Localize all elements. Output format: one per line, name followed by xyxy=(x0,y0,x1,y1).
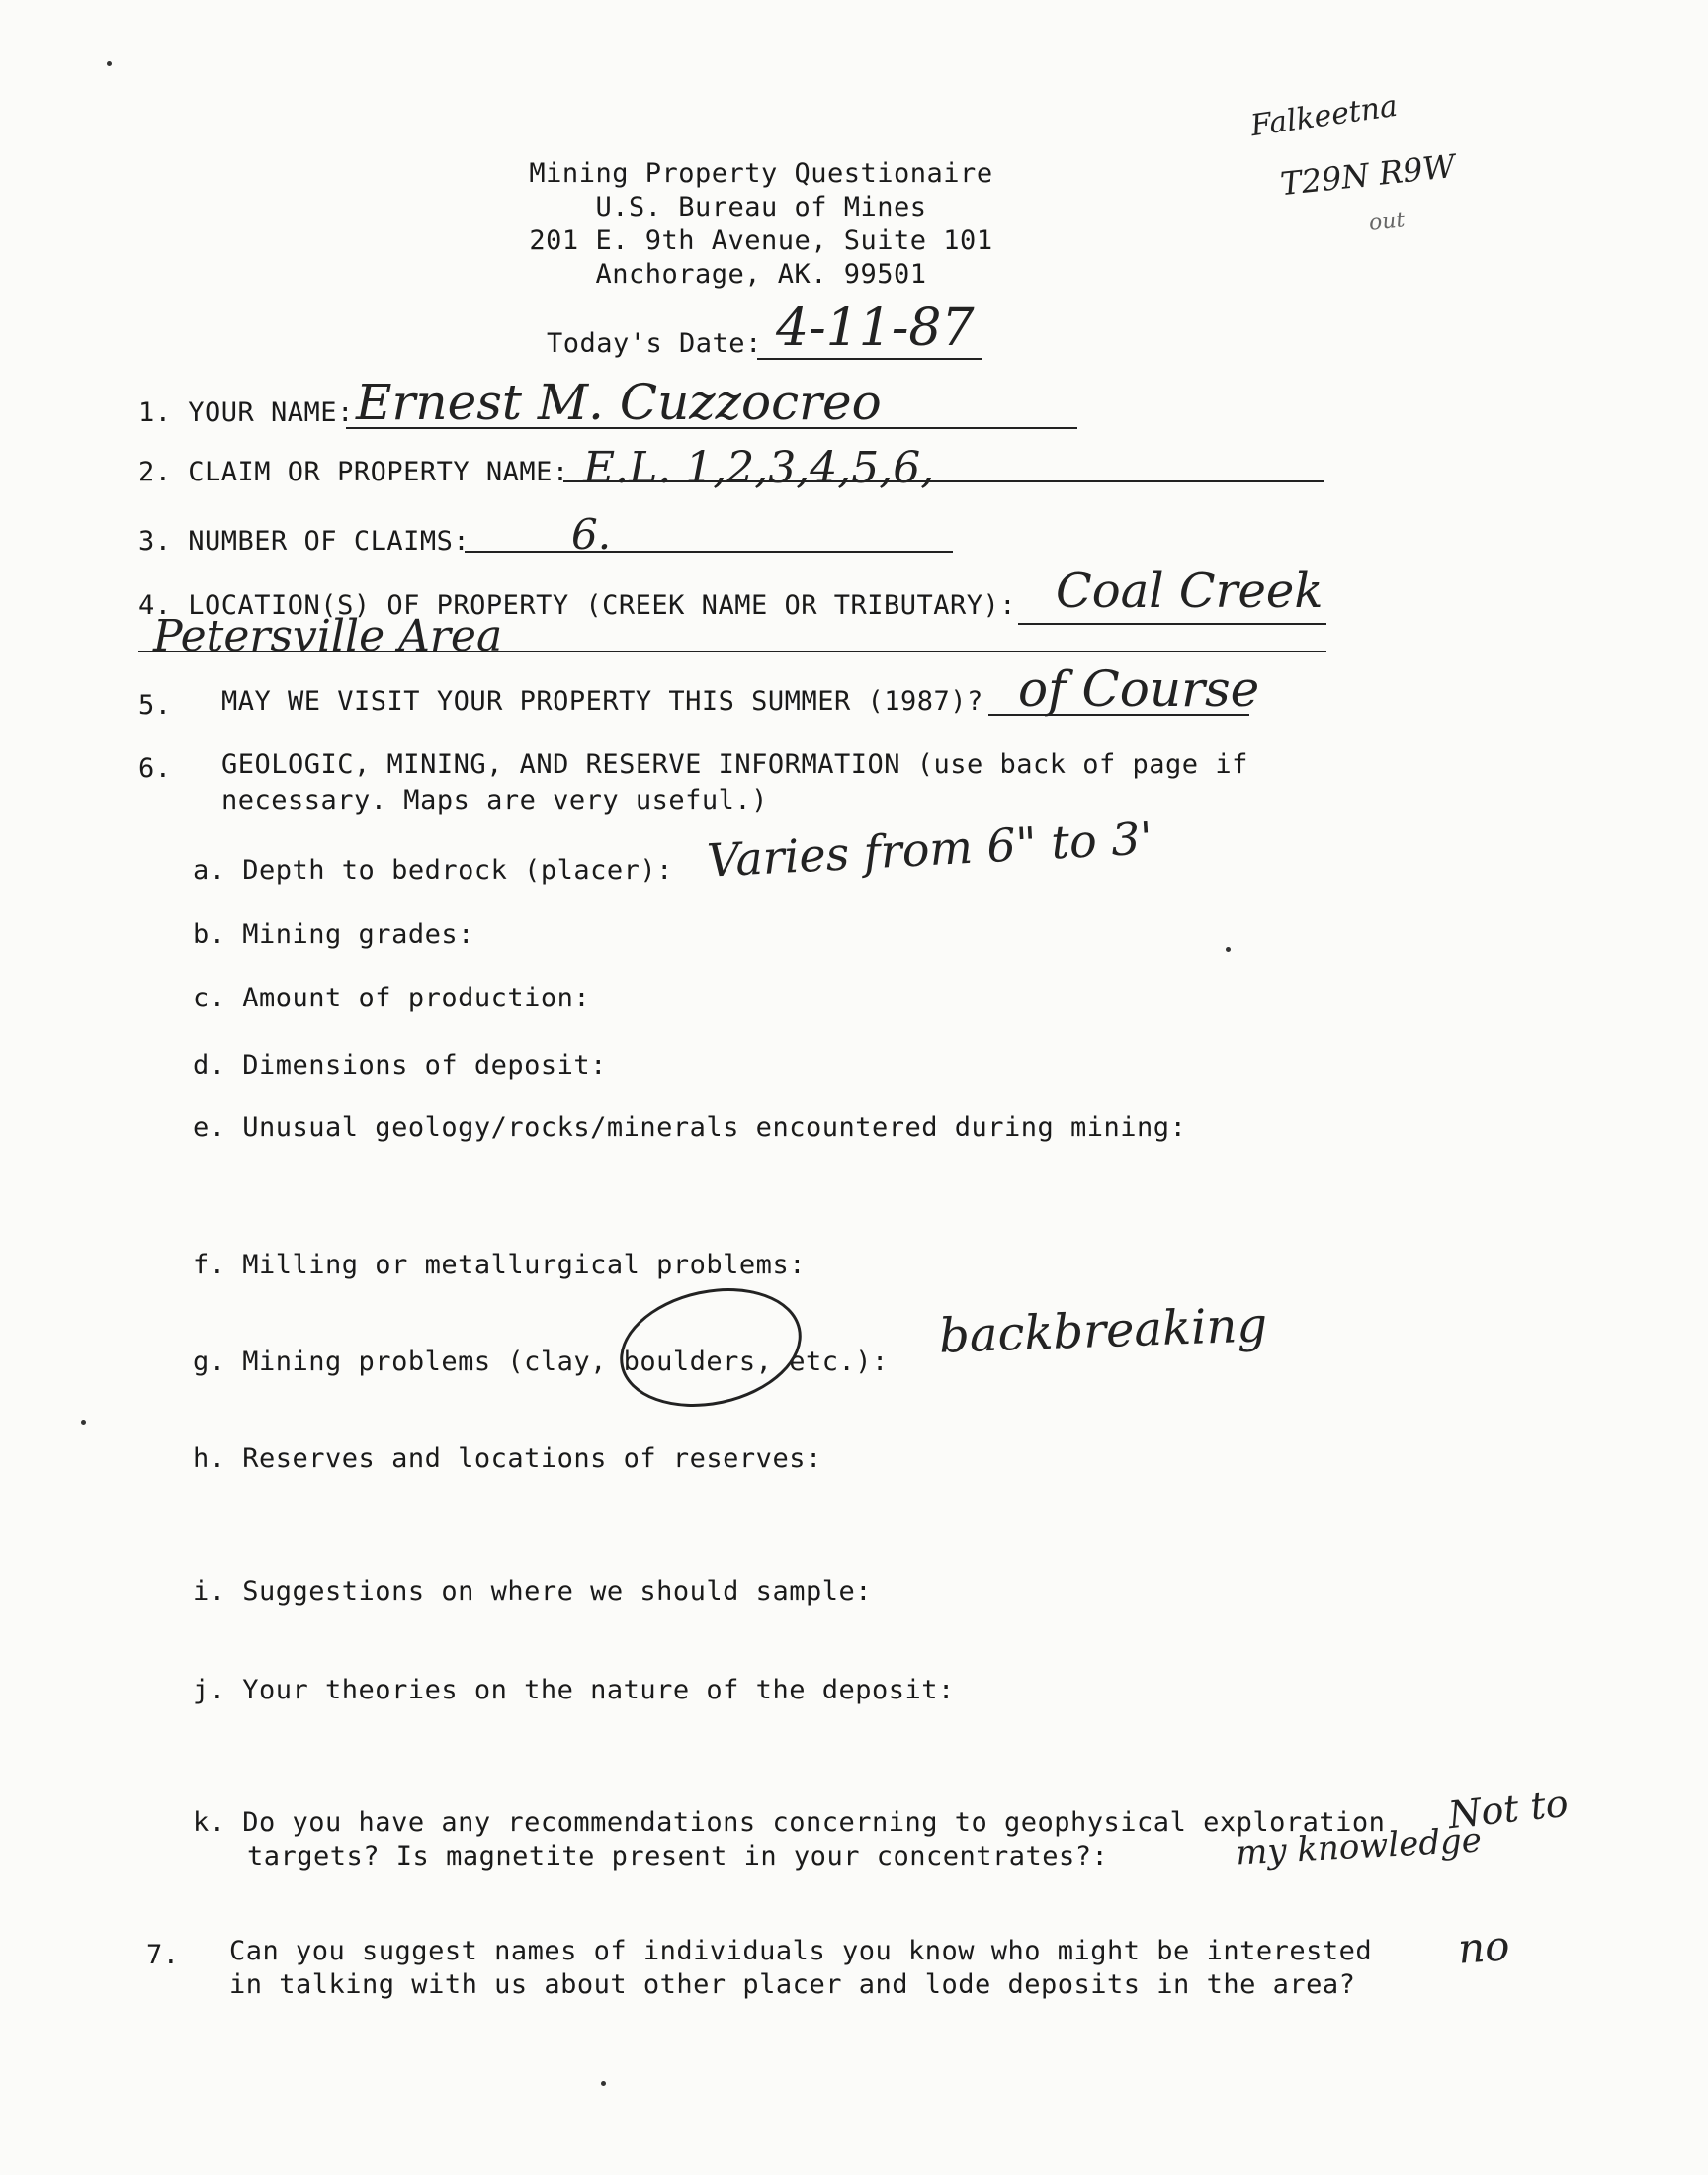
q7-answer[interactable]: no xyxy=(1456,1921,1511,1973)
q6f-label: f. Milling or metallurgical problems: xyxy=(193,1250,806,1280)
date-underline xyxy=(757,358,982,360)
q6h-label: h. Reserves and locations of reserves: xyxy=(193,1443,822,1474)
q7-label-line1: Can you suggest names of individuals you know who might be interested xyxy=(229,1936,1373,1966)
q6j-label: j. Your theories on the nature of the deposit: xyxy=(193,1675,955,1705)
q2-label: 2. CLAIM OR PROPERTY NAME: xyxy=(138,457,569,487)
margin-note-line3: out xyxy=(1367,208,1407,236)
scan-speck xyxy=(601,2081,606,2086)
q6d-label: d. Dimensions of deposit: xyxy=(193,1050,607,1081)
q6k-label-line1: k. Do you have any recommendations concerning to geophysical exploration xyxy=(193,1807,1386,1838)
scan-speck xyxy=(107,61,112,66)
boulders-circle xyxy=(609,1272,812,1423)
agency-city: Anchorage, AK. 99501 xyxy=(595,259,927,290)
q2-answer[interactable]: E.L. 1,2,3,4,5,6, xyxy=(583,443,935,493)
q6g-answer[interactable]: backbreaking xyxy=(938,1297,1268,1364)
q3-label: 3. NUMBER OF CLAIMS: xyxy=(138,526,470,557)
agency-address: 201 E. 9th Avenue, Suite 101 xyxy=(529,225,993,256)
q6i-label: i. Suggestions on where we should sample: xyxy=(193,1576,872,1607)
date-label: Today's Date: xyxy=(547,328,762,359)
margin-note-line2: T29N R9W xyxy=(1278,146,1458,204)
form-header xyxy=(346,158,1176,297)
q5-label: MAY WE VISIT YOUR PROPERTY THIS SUMMER (1987)? xyxy=(221,686,983,717)
q3-answer[interactable]: 6. xyxy=(571,510,612,559)
q4-label: 4. LOCATION(S) OF PROPERTY (CREEK NAME OR TRIBUTARY): xyxy=(138,590,1017,621)
q7-number: 7. xyxy=(146,1940,180,1970)
q5-answer[interactable]: of Course xyxy=(1018,660,1260,718)
q4-underline-2 xyxy=(138,651,1326,652)
margin-note-line1: Falkeetna xyxy=(1248,88,1400,144)
q1-label: 1. YOUR NAME: xyxy=(138,397,354,428)
scan-speck xyxy=(81,1420,86,1425)
agency-name: U.S. Bureau of Mines xyxy=(595,192,927,222)
q6-number: 6. xyxy=(138,753,172,784)
q6a-answer[interactable]: Varies from 6" to 3' xyxy=(705,811,1154,888)
q1-answer[interactable]: Ernest M. Cuzzocreo xyxy=(356,374,882,431)
q5-number: 5. xyxy=(138,690,172,721)
q6k-answer-line2[interactable]: my knowledge xyxy=(1235,1820,1483,1873)
q6-label-line2: necessary. Maps are very useful.) xyxy=(221,785,768,816)
q6a-label: a. Depth to bedrock (placer): xyxy=(193,855,673,886)
q3-underline xyxy=(465,551,953,553)
scan-speck xyxy=(1226,947,1231,952)
q6-label-line1: GEOLOGIC, MINING, AND RESERVE INFORMATION (use back of page if xyxy=(221,749,1248,780)
q2-underline xyxy=(563,480,1324,482)
date-value[interactable]: 4-11-87 xyxy=(776,299,975,358)
q4-answer-area[interactable]: Petersville Area xyxy=(153,611,503,661)
q7-label-line2: in talking with us about other placer and lode deposits in the area? xyxy=(229,1969,1356,2000)
q6e-label: e. Unusual geology/rocks/minerals encountered during mining: xyxy=(193,1112,1187,1143)
q6k-answer-line1[interactable]: Not to xyxy=(1446,1781,1571,1838)
q4-underline-1 xyxy=(1018,623,1326,625)
q5-underline xyxy=(988,714,1249,716)
form-title: Mining Property Questionaire xyxy=(529,158,993,189)
q6c-label: c. Amount of production: xyxy=(193,983,591,1013)
q4-answer-creek[interactable]: Coal Creek xyxy=(1056,564,1324,619)
q6k-label-line2: targets? Is magnetite present in your concentrates?: xyxy=(247,1841,1109,1871)
q6g-label: g. Mining problems (clay, boulders, etc.): xyxy=(193,1347,889,1377)
q6b-label: b. Mining grades: xyxy=(193,919,474,950)
q1-underline xyxy=(346,427,1077,429)
